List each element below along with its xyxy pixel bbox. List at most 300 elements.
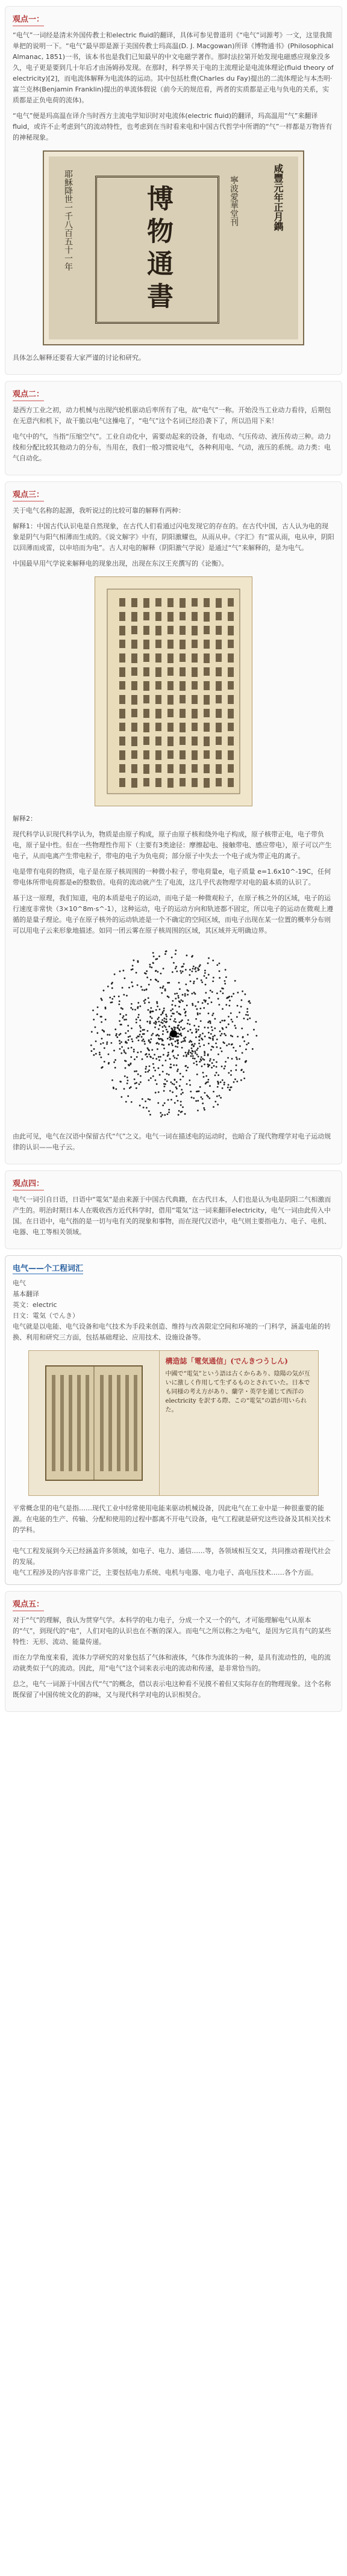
- viewpoint-4-section: [5, 1170, 342, 1249]
- electron-dot: [211, 1026, 213, 1028]
- electron-dot: [198, 1026, 200, 1028]
- electron-dot: [225, 1027, 227, 1028]
- electron-dot: [190, 1052, 192, 1054]
- electron-dot: [118, 1004, 120, 1005]
- electron-dot: [154, 1054, 155, 1055]
- electron-dot: [119, 1013, 121, 1015]
- electron-dot: [156, 1083, 158, 1085]
- scroll-glyph: [192, 695, 198, 704]
- scroll-glyph: [119, 709, 125, 718]
- electron-dot: [155, 1058, 157, 1060]
- electron-dot: [184, 993, 186, 995]
- electron-dot: [242, 990, 243, 992]
- electron-dot: [152, 1057, 154, 1059]
- electron-cloud-svg: [83, 944, 264, 1124]
- electron-dot: [127, 1095, 129, 1097]
- electron-dot: [101, 1021, 102, 1023]
- page: [0, 6, 347, 2576]
- electron-dot: [159, 1074, 161, 1076]
- viewpoint-3-para-5: 现代科学认识现代科学认为，物质是由原子构成，原子由原子核和绕外电子构成，原子核带正电，电子带负电，原子显中性。但在一些物理性作用下（主要有3类途径：摩擦起电、接触带电、感应带电），原子可以产生电子，从而电离产生带电粒子，带电的电子为负电荷；部分原子中失去一个电子成为带正电的离子。: [13, 830, 332, 860]
- electron-dot: [146, 971, 148, 972]
- panel-glyph-column: [100, 1375, 104, 1471]
- electron-dot: [96, 1032, 98, 1034]
- electron-dot: [182, 994, 184, 996]
- scroll-glyph: [131, 695, 137, 705]
- electron-dot: [155, 970, 157, 972]
- electron-dot: [125, 1032, 127, 1034]
- electron-dot: [172, 1049, 174, 1051]
- electron-dot: [204, 1092, 205, 1094]
- electron-dot: [195, 1052, 196, 1054]
- electron-dot: [225, 969, 227, 971]
- electron-dot: [207, 1054, 209, 1055]
- electron-dot: [236, 1058, 238, 1060]
- electron-dot: [242, 1036, 244, 1038]
- electron-dot: [184, 1028, 186, 1030]
- scroll-svg: [101, 583, 246, 800]
- scroll-glyph: [204, 750, 210, 759]
- electron-dot: [203, 1076, 205, 1078]
- electron-dot: [190, 980, 192, 982]
- electron-dot: [152, 962, 154, 964]
- electron-dot: [204, 1051, 205, 1052]
- electron-dot: [178, 1022, 180, 1024]
- scroll-glyph: [143, 653, 149, 662]
- electron-dot: [184, 1113, 186, 1115]
- electron-dot: [120, 1041, 122, 1043]
- electron-dot: [176, 1095, 178, 1097]
- electron-dot: [100, 1043, 102, 1045]
- electron-dot: [164, 1079, 166, 1081]
- electron-dot: [183, 1040, 184, 1042]
- electron-dot: [231, 1036, 233, 1037]
- electron-dot: [166, 1021, 167, 1022]
- glossary-para-2: 电气工程发展到今天已经涵盖许多领域，如电子、电力、通信……等，各领域相互交叉，共同推动着现代社会的发展。: [13, 1547, 331, 1566]
- electron-dot: [128, 987, 130, 989]
- scroll-glyph: [167, 764, 174, 773]
- scroll-glyph: [143, 681, 149, 691]
- electron-dot: [143, 989, 145, 991]
- electron-dot: [230, 1012, 232, 1014]
- scroll-glyph: [131, 737, 137, 746]
- electron-dot: [179, 1085, 181, 1087]
- electron-dot: [105, 1019, 107, 1021]
- scroll-glyph: [167, 598, 174, 607]
- electron-dot: [169, 1036, 170, 1038]
- electron-dot: [118, 996, 120, 998]
- scroll-glyph: [131, 667, 137, 676]
- electron-dot: [149, 1114, 151, 1116]
- electron-dot: [208, 1098, 210, 1099]
- scroll-glyph: [192, 764, 198, 773]
- scroll-glyph: [228, 709, 234, 718]
- scroll-glyph: [228, 612, 234, 621]
- electron-dot: [165, 1014, 167, 1016]
- electron-dot: [243, 1040, 245, 1042]
- electron-dot: [113, 996, 115, 998]
- electron-dot: [163, 1090, 165, 1092]
- scroll-glyph: [143, 750, 149, 759]
- electron-dot: [172, 1038, 174, 1040]
- electron-dot: [156, 958, 158, 960]
- electron-dot: [149, 1056, 151, 1058]
- electron-dot: [186, 1005, 188, 1007]
- viewpoint-3-para-2: 解释1：中国古代认识电是自然现象，在古代人们看通过闪电发现它的存在的。在古代中国，古人认为电的现象是阴气与阳气相薄而生成的。《说文解字》中有，阴阳激耀也，从雨从申。《字汇》有“雷从雨，电从申，阴阳以回薄而成雷，以申培而为电”。古人对电的解释（阴阳激气学说）是通过“气”来解释的，是为电气。: [13, 522, 334, 552]
- electron-dot: [138, 1036, 140, 1037]
- electron-dot: [197, 1012, 199, 1014]
- electron-dot: [151, 1049, 153, 1051]
- electron-dot: [146, 1107, 148, 1109]
- electron-dot: [220, 1097, 222, 1099]
- electron-dot: [131, 1047, 133, 1049]
- electron-dot: [184, 995, 186, 997]
- electron-dot: [165, 1060, 167, 1061]
- electron-dot: [206, 1095, 208, 1096]
- electron-dot: [134, 1070, 136, 1072]
- electron-dot: [149, 1016, 151, 1018]
- electron-dot: [224, 983, 226, 984]
- electron-dot: [115, 1035, 117, 1037]
- electron-dot: [165, 951, 167, 953]
- panel-left-illustration: [29, 1351, 160, 1495]
- electron-dot: [153, 1067, 155, 1069]
- electron-dot: [93, 1054, 95, 1056]
- electron-dot: [142, 1040, 143, 1042]
- electron-dot: [239, 1045, 241, 1047]
- electron-dot: [196, 1054, 198, 1055]
- glossary-para-3: 电气工程涉及的内容非常广泛，主要包括电力系统、电机与电器、电力电子、高电压技术……各个方面。: [13, 1569, 317, 1577]
- electron-dot: [164, 1026, 166, 1028]
- electron-dot: [114, 1067, 116, 1069]
- electron-dot: [228, 1043, 230, 1045]
- electron-dot: [240, 1005, 242, 1007]
- electron-dot: [140, 1051, 142, 1053]
- scroll-glyph: [192, 640, 198, 648]
- electron-dot: [204, 1036, 206, 1037]
- electron-dot: [180, 972, 182, 974]
- electron-dot: [177, 995, 179, 997]
- electron-dot: [204, 972, 206, 974]
- electron-dot: [160, 1014, 162, 1016]
- electron-dot: [167, 1031, 169, 1033]
- scroll-glyph: [131, 750, 137, 759]
- electron-dot: [201, 981, 203, 983]
- scroll-glyph: [216, 737, 222, 745]
- electron-dot: [249, 1002, 251, 1004]
- scroll-glyph: [155, 653, 161, 663]
- electron-dot: [208, 957, 210, 959]
- scroll-glyph: [204, 695, 210, 705]
- electron-dot: [173, 1013, 175, 1015]
- electron-dot: [196, 978, 198, 980]
- electron-dot: [123, 1049, 125, 1051]
- electron-dot: [132, 1008, 134, 1010]
- electron-dot: [225, 977, 227, 978]
- electron-dot: [180, 1014, 181, 1016]
- electron-dot: [214, 1101, 216, 1102]
- electron-dot: [216, 1046, 218, 1048]
- electron-dot: [210, 1058, 211, 1060]
- electron-dot: [125, 1067, 127, 1069]
- electron-dot: [137, 1002, 139, 1004]
- electron-dot: [184, 1036, 186, 1038]
- electron-dot: [113, 1061, 115, 1063]
- electron-dot: [201, 1066, 203, 1067]
- electron-dot: [139, 1034, 141, 1036]
- electron-dot: [133, 960, 134, 962]
- scroll-glyph: [143, 723, 149, 732]
- electron-dot: [191, 993, 193, 995]
- electron-dot: [149, 1099, 151, 1101]
- electron-dot: [222, 1028, 224, 1030]
- electron-dot: [193, 1025, 195, 1027]
- electron-dot: [233, 1081, 235, 1083]
- electron-dot: [130, 1036, 131, 1037]
- electron-dot: [148, 1069, 150, 1071]
- electron-dot: [247, 1015, 249, 1016]
- electron-dot: [144, 972, 146, 974]
- electron-dot: [161, 1026, 163, 1028]
- electron-dot: [114, 974, 116, 975]
- electron-dot: [211, 1015, 213, 1016]
- panel-glyph-column: [69, 1375, 72, 1471]
- electron-dot: [192, 955, 193, 957]
- electron-dot: [189, 1084, 191, 1086]
- electron-dot: [140, 986, 142, 987]
- electron-dot: [221, 1020, 223, 1022]
- scroll-glyph: [155, 640, 161, 648]
- scroll-glyph: [216, 653, 222, 662]
- electron-dot: [193, 966, 195, 968]
- electron-dot: [178, 1114, 180, 1116]
- glossary-line-3: 英文：electric: [13, 1301, 57, 1309]
- electron-dot: [92, 1010, 94, 1012]
- glossary-divider: [13, 1540, 334, 1541]
- glossary-para-1: 平常概念里的电气是指……现代工业中经常使用电能来驱动机械设备，因此电气在工业中是一种很重要的能源。在电能的生产、传输、分配和使用的过程中都离不开电气设备，电气工程就是研究这些设备及其相关技术的学科。: [13, 1504, 331, 1534]
- panel-glyph-column: [52, 1375, 55, 1471]
- electron-dot: [208, 1032, 210, 1034]
- electron-dot: [192, 1043, 193, 1045]
- electron-dot: [131, 1101, 133, 1103]
- electron-dot: [193, 1062, 195, 1064]
- electron-dot: [113, 1050, 115, 1052]
- electron-dot: [177, 1046, 178, 1048]
- electron-dot: [139, 1083, 140, 1085]
- scroll-glyph: [180, 626, 186, 635]
- scroll-glyph: [204, 778, 210, 788]
- book-cover-image: [43, 150, 304, 345]
- electron-dot: [181, 966, 183, 968]
- electron-dot: [186, 1070, 187, 1072]
- electron-dot: [182, 1000, 184, 1002]
- electron-dot: [247, 1019, 249, 1021]
- electron-dot: [216, 992, 218, 994]
- scroll-glyph: [204, 598, 210, 607]
- panel-glyph-column: [117, 1375, 120, 1471]
- electron-dot: [196, 1073, 198, 1075]
- electron-dot: [228, 1024, 230, 1025]
- electron-dot: [204, 1063, 205, 1065]
- scroll-glyph: [204, 737, 210, 746]
- electron-dot: [100, 1057, 102, 1058]
- electron-dot: [116, 1036, 118, 1038]
- electron-dot: [149, 964, 151, 966]
- electron-dot: [219, 970, 220, 972]
- electron-dot: [99, 1054, 101, 1055]
- electron-dot: [198, 1056, 199, 1058]
- electron-dot: [90, 1045, 92, 1046]
- electron-dot: [140, 1030, 142, 1032]
- electron-dot: [145, 999, 146, 1001]
- electron-dot: [180, 1101, 182, 1102]
- scroll-glyph: [216, 723, 222, 732]
- electron-dot: [175, 1046, 177, 1048]
- electron-dot: [136, 1056, 138, 1058]
- electron-dot: [175, 1086, 177, 1088]
- electron-dot: [228, 1072, 230, 1074]
- electron-dot: [174, 1027, 175, 1028]
- electron-dot: [120, 1096, 122, 1098]
- electron-dot: [161, 1043, 163, 1045]
- electron-dot: [195, 1036, 197, 1038]
- electron-dot: [136, 1070, 137, 1072]
- electron-dot: [220, 990, 222, 992]
- scroll-glyph: [192, 750, 198, 760]
- electron-dot: [127, 1025, 129, 1027]
- electron-dot: [162, 1040, 164, 1042]
- electron-dot: [189, 974, 190, 976]
- panel-body: 中國で“電気”という語は古くからあり、陰陽の気が互いに激しく作用して生ずるものとされていた。日本でも同様の考え方があり、蘭学・英学を通じて西洋の electricity を訳する際、この“電気”の語が用いられた。: [165, 1371, 310, 1413]
- electron-dot: [226, 1045, 228, 1046]
- electron-dot: [162, 1030, 164, 1032]
- electron-dot: [163, 1021, 165, 1022]
- electron-dot: [172, 971, 174, 973]
- electron-dot: [182, 1092, 184, 1094]
- electron-dot: [213, 1013, 214, 1015]
- electron-dot: [131, 969, 133, 971]
- electron-dot: [205, 977, 207, 979]
- electron-dot: [167, 1054, 169, 1055]
- electron-dot: [210, 990, 211, 992]
- electron-dot: [130, 1007, 132, 1009]
- electron-dot: [139, 1019, 141, 1021]
- electron-dot: [133, 1051, 135, 1052]
- electron-dot: [177, 1043, 179, 1045]
- electron-dot: [166, 1029, 167, 1031]
- electron-dot: [130, 1056, 132, 1058]
- electron-dot: [148, 1049, 149, 1051]
- electron-dot: [192, 1057, 194, 1059]
- electron-dot: [164, 1083, 166, 1085]
- scroll-glyph: [216, 709, 222, 718]
- electron-dot: [149, 1022, 151, 1024]
- electron-dot: [224, 1033, 225, 1035]
- electron-dot: [166, 1073, 168, 1075]
- scroll-glyph: [228, 778, 234, 787]
- scroll-glyph: [216, 695, 222, 703]
- electron-dot: [170, 1081, 172, 1083]
- electron-dot: [224, 1084, 225, 1086]
- electron-dot: [131, 981, 133, 983]
- electron-dot: [162, 1105, 164, 1107]
- electron-dot: [211, 1062, 213, 1064]
- electron-dot: [207, 1081, 209, 1083]
- electron-dot: [127, 1080, 129, 1081]
- scroll-glyph: [180, 709, 186, 718]
- scroll-glyph: [192, 612, 198, 621]
- electron-dot: [171, 1004, 173, 1005]
- electron-dot: [109, 1034, 111, 1036]
- scroll-glyph: [155, 612, 161, 621]
- viewpoint-1-title: 观点一：: [13, 13, 44, 26]
- electron-dot: [230, 1070, 232, 1072]
- scroll-glyph: [204, 681, 210, 690]
- electron-dot: [182, 1028, 184, 1030]
- electron-dot: [103, 990, 105, 992]
- electron-dot: [243, 1018, 245, 1019]
- glossary-line-2: 基本翻译: [13, 1290, 39, 1298]
- electron-dot: [171, 957, 173, 959]
- electron-dot: [248, 1000, 250, 1002]
- electron-dot: [148, 997, 149, 999]
- electron-dot: [232, 1021, 234, 1023]
- scroll-glyph: [167, 695, 174, 705]
- electron-dot: [111, 983, 113, 984]
- electron-dot: [178, 997, 180, 999]
- electron-dot: [229, 1089, 231, 1091]
- electron-dot: [99, 1052, 101, 1054]
- electron-dot: [217, 1086, 219, 1088]
- electron-dot: [166, 1080, 168, 1082]
- electron-dot: [174, 993, 176, 995]
- electron-dot: [149, 966, 151, 968]
- panel-glyph-column: [77, 1375, 81, 1471]
- electron-dot: [174, 1079, 176, 1081]
- scroll-glyph: [155, 778, 161, 787]
- electron-dot: [139, 1005, 141, 1007]
- electron-dot: [158, 1092, 160, 1093]
- scroll-glyph: [119, 667, 125, 677]
- electron-dot: [222, 992, 224, 994]
- electron-dot: [199, 1036, 201, 1038]
- scroll-glyph: [155, 737, 161, 746]
- electron-dot: [163, 1018, 165, 1019]
- electron-dot: [168, 1043, 170, 1045]
- viewpoint-3-section: [5, 481, 342, 1164]
- viewpoint-2-para-2: 电气中的气，当指“压缩空气”。工业自动化中，需要动起来的设备，有电动、气压传动、液压传动三种。动力线和分配比较其他动力的分布，当用在，我们一般习惯说电气，各种利用电、气动，液压的系统。动力类：电气自动化。: [13, 433, 331, 462]
- electron-dot: [173, 1055, 175, 1057]
- electron-dot: [189, 969, 191, 971]
- electron-dot: [175, 953, 177, 955]
- scroll-glyph: [155, 681, 161, 690]
- electron-dot: [213, 1091, 214, 1093]
- electron-dot: [249, 1018, 251, 1019]
- electron-dot: [155, 1022, 157, 1024]
- electron-dot: [167, 1038, 169, 1040]
- electron-dot: [164, 990, 166, 992]
- electron-dot: [154, 1070, 156, 1072]
- electron-dot: [176, 1058, 178, 1060]
- electron-dot: [178, 1110, 180, 1112]
- electron-dot: [194, 1058, 196, 1060]
- scroll-glyph: [167, 681, 174, 690]
- electron-dot: [231, 1086, 233, 1088]
- electron-dot: [176, 1064, 178, 1066]
- electron-dot: [142, 989, 143, 991]
- electron-dot: [230, 1074, 232, 1076]
- electron-dot: [149, 1012, 151, 1014]
- electron-dot: [231, 1058, 233, 1060]
